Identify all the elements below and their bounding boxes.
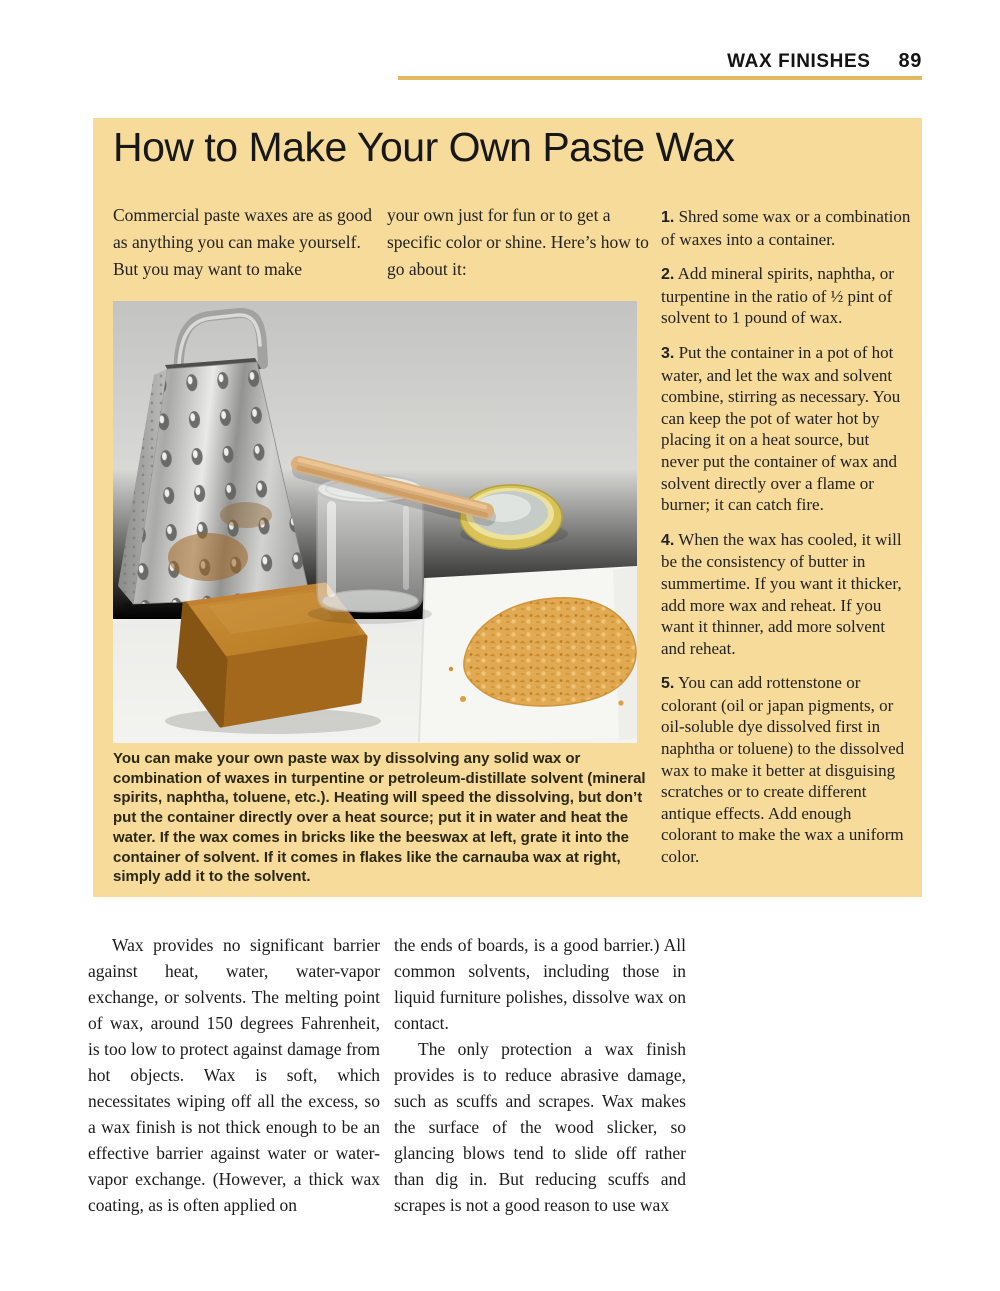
step-1-number: 1. — [661, 209, 675, 226]
body-column-2 — [394, 932, 686, 1218]
feature-title: How to Make Your Own Paste Wax — [113, 124, 735, 170]
page-number: 89 — [898, 50, 922, 72]
step-4-number: 4. — [661, 531, 675, 549]
body-paragraph: Wax provides no significant barrier against heat, water, water-vapor exchange, or solvents. The melting point of wax, around 150 degrees Fahrenheit, is too low to protect against damage from hot objects. Wax is soft, which necessitates wiping off all the excess, so a wax finish is not thick enough to be an effective barrier against water or water-vapor exchange. (However, a thick wax coating, as is often applied on — [88, 935, 380, 1215]
step-5 — [661, 672, 911, 867]
body-column-1 — [88, 932, 380, 1218]
step-3 — [661, 342, 911, 516]
feature-sidebar-box — [93, 118, 922, 897]
photo-caption: You can make your own paste wax by dissolving any solid wax or combination of waxes in turpentine or petroleum-distillate solvent (mineral spirits, naphtha, toluene, etc.). Heating will speed the dissolving, but don’t put the container directly over a heat source; put it in water and heat the water. If the wax comes in bricks like the beeswax at left, grate it into the container of solvent. If it comes in flakes like the carnauba wax at right, simply add it to the solvent. — [113, 750, 646, 886]
step-2-text: Add mineral spirits, naphtha, or turpentine in the ratio of ½ pint of solvent to 1 pound of wax. — [661, 264, 894, 328]
step-4 — [661, 529, 911, 660]
photo-paste-wax-supplies — [113, 301, 637, 743]
section-title: WAX FINISHES — [727, 51, 871, 72]
steps-column — [661, 206, 911, 881]
step-3-text: Put the container in a pot of hot water, and let the wax and solvent combine, stirring as necessary. You can keep the pot of water hot by placing it on a heat source, but never put the container of wax and solvent directly over a flame or burner; it can catch fire. — [661, 342, 901, 515]
step-3-number: 3. — [661, 344, 675, 362]
intro-column-1: Commercial paste waxes are as good as anything you can make yourself. But you may want to make — [113, 205, 373, 279]
header-rule — [398, 76, 922, 80]
body-paragraph: The only protection a wax finish provides is to reduce abrasive damage, such as scuffs and scrapes. Wax makes the surface of the wood slicker, so glancing blows tend to slide off rather than dig in. But reducing scuffs and scrapes is not a good reason to use wax — [394, 1039, 686, 1215]
step-4-text: When the wax has cooled, it will be the consistency of butter in summertime. If you want it thicker, add more wax and reheat. If you want it thinner, add more solvent and reheat. — [661, 529, 902, 658]
step-5-number: 5. — [661, 675, 675, 693]
step-1 — [661, 206, 911, 250]
step-5-text: You can add rottenstone or colorant (oil or japan pigments, or oil-soluble dye dissolved first in naphtha or toluene) to the dissolved wax to make it better at disguising scratches or to create different antique effects. Add enough colorant to make the wax a uniform color. — [661, 673, 905, 867]
step-2-number: 2. — [661, 266, 675, 284]
step-2 — [661, 263, 911, 329]
running-header — [727, 50, 922, 73]
step-1-text: Shred some wax or a combination of waxes into a container. — [661, 207, 911, 249]
body-paragraph: the ends of boards, is a good barrier.) All common solvents, including those in liquid furniture polishes, dissolve wax on contact. — [394, 935, 686, 1033]
intro-column-2: your own just for fun or to get a specific color or shine. Here’s how to go about it: — [387, 205, 649, 279]
